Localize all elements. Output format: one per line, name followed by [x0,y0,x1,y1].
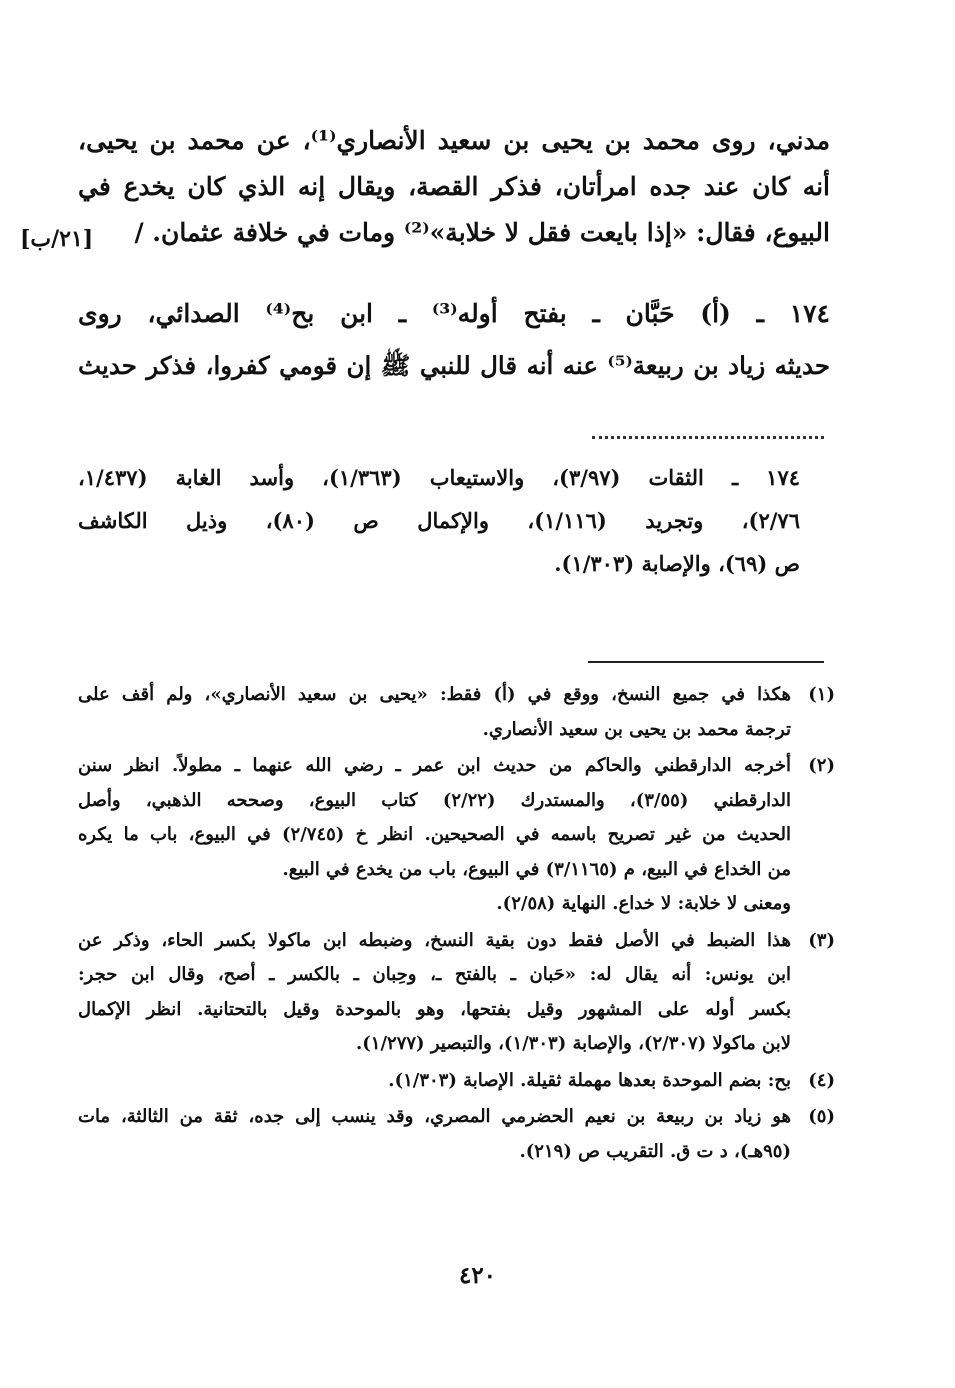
folio-reference: [٢١/ب] [20,226,94,252]
footnote-line: لابن ماكولا (٢/٣٠٧)، والإصابة (١/٣٠٣)، والتبصير (١/٢٧٧). [356,1033,791,1054]
footnote-line: ابن يونس: أنه يقال له: «حَبان ـ بالفتح ـ، وحِبان ـ بالكسر ـ أصح، وقال ابن حجر: [78,964,791,985]
footnotes [78,678,835,1171]
dotted-separator [592,436,824,439]
footnote-line: بكسر أوله على المشهور وقيل بفتحها، وهو بالموحدة وقيل بالتحتانية. انظر الإكمال [78,998,791,1020]
footnote-line: هكذا في جميع النسخ، ووقع في (أ) فقط: «يحيى بن سعيد الأنصاري»، ولم أقف على [78,684,791,705]
text-line: البيوع، فقال: «إذا بايعت فقل لا خلابة»⁽²⁾ ومات في خلافة عثمان. / [134,218,830,247]
footnote-3 [78,924,835,1062]
footnote-line: من الخداع في البيع، م (٣/١١٦٥) في البيوع، باب من يخدع في البيع. [282,858,791,880]
footnote-line: ترجمة محمد بن يحيى بن سعيد الأنصاري. [482,718,791,740]
footnote-1 [78,678,835,747]
footnote-line: الدارقطني (٣/٥٥)، والمستدرك (٢/٢٢) كتاب البيوع، وصححه الذهبي، وأصل [78,789,792,811]
text-line: مدني، روى محمد بن يحيى بن سعيد الأنصاري⁽¹⁾، عن محمد بن يحيى، [78,126,831,155]
footnote-body [78,749,791,922]
footnote-4 [78,1064,835,1099]
entry-previous-text [78,118,830,256]
footnote-line: أخرجه الدارقطني والحاكم من حديث ابن عمر ـ رضي الله عنهما ـ مطولاً. انظر سنن [78,755,791,776]
footnote-number: (٣) [808,929,835,951]
text-line: ١٧٤ ـ (أ) حَبَّان ـ بفتح أوله⁽³⁾ ـ ابن بح⁽⁴⁾ الصدائي، روى [78,299,830,328]
text-line: أنه كان عند جده امرأتان، فذكر القصة، ويقال إنه الذي كان يخدع في [78,172,830,201]
footnote-line: هو زياد بن ربيعة بن نعيم الحضرمي المصري، وقد ينسب إلى جده، ثقة من الثالثة، مات [78,1106,791,1127]
sources-block [78,456,800,585]
entry-174-text [78,288,830,392]
footnote-body [78,678,791,747]
footnote-2 [78,749,835,922]
footnote-line: الحديث من غير تصريح باسمه في الصحيحين. انظر خ (٢/٧٤٥) في البيوع، باب ما يكره [78,824,791,845]
text-line: حديثه زياد بن ربيعة⁽⁵⁾ عنه أنه قال للنبي ﷺ إن قومي كفروا، فذكر حديث [78,351,830,380]
footnote-rule [588,661,824,663]
footnote-5 [78,1100,835,1169]
footnote-line: بح: بضم الموحدة بعدها مهملة ثقيلة. الإصابة (١/٣٠٣). [388,1069,791,1091]
footnote-body [78,924,791,1062]
footnote-number: (٥) [808,1106,835,1127]
footnote-line: هذا الضبط في الأصل فقط دون بقية النسخ، وضبطه ابن ماكولا بكسر الحاء، وذكر عن [78,929,791,951]
footnote-number: (٢) [808,755,835,776]
footnote-number: (١) [808,684,835,705]
text-line: ص (٦٩)، والإصابة (١/٣٠٣). [554,551,800,576]
footnote-line: ومعنى لا خلابة: لا خداع. النهاية (٢/٥٨). [496,893,791,914]
footnote-body [78,1100,791,1169]
text-line: ١٧٤ ـ الثقات (٣/٩٧)، والاستيعاب (١/٣٦٣)، وأسد الغابة (١/٤٣٧، [78,465,801,490]
footnote-number: (٤) [808,1069,835,1091]
footnote-body [78,1064,791,1099]
text-line: ٢/٧٦)، وتجريد (١/١١٦)، والإكمال ص (٨٠)، وذيل الكاشف [78,508,800,533]
page-number: ٤٢٠ [458,1262,497,1289]
footnote-line: (٩٥هـ)، د ت ق. التقريب ص (٢١٩). [519,1140,791,1162]
